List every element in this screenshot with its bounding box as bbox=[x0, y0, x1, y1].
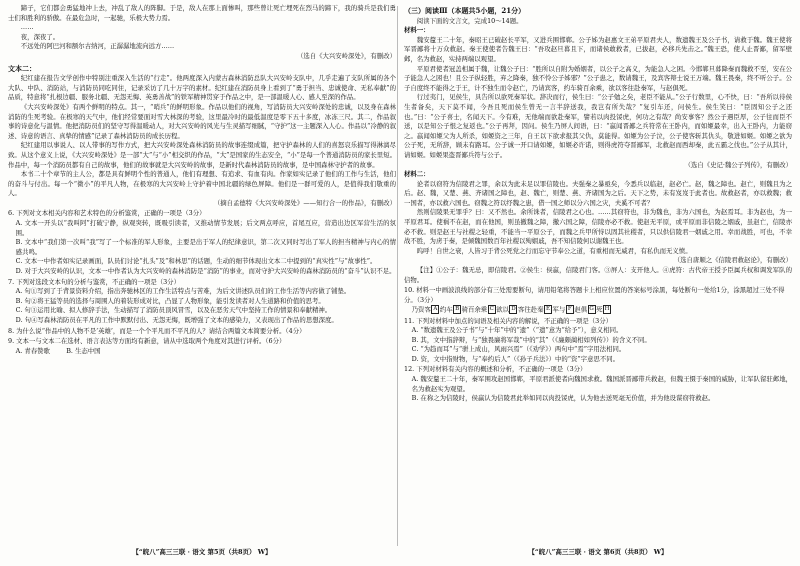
q10-segment: 约车 bbox=[439, 305, 453, 314]
q12-option-b: B. 在称之为信陵时，侯赢认为信陵君此举如同以肉投馁虎，认为他去送死毫无价值，并为他设谋窃符救赵。 bbox=[411, 394, 715, 403]
material2-title: 材料二： bbox=[404, 170, 430, 179]
q10-segment: 军与 bbox=[552, 305, 566, 314]
page-right bbox=[404, 4, 792, 552]
q10-mark-e[interactable]: E bbox=[546, 306, 551, 313]
q7-option-a: A. 句①写到了于背景资料介绍，指出奔驰林区的工作生活特点与苦难，为后文讲述队员们的工作生活等内容做了铺垫。 bbox=[15, 287, 351, 296]
material1-source: （选自《史记·魏公子列传》，有删改） bbox=[684, 160, 792, 169]
question-9: 9. 文本一与文本二在选材、语言表达等方面均有新意，请从中选取两个角度对其进行评析。（6分） bbox=[8, 337, 286, 346]
q10-mark-g[interactable]: G bbox=[589, 306, 594, 313]
ellipsis-line: …… bbox=[20, 23, 34, 32]
text1-source: （选自《大兴安岭深处》，有删改） bbox=[296, 51, 396, 60]
question-8: 8. 为什么说“作品中的人物不是‘英雄’，而是一个个平凡而不平凡的人？请结合两篇文本简要分析。（4分） bbox=[8, 326, 306, 335]
q10-mark-b[interactable]: B bbox=[455, 306, 460, 313]
q7-option-b: B. 句②将王猛等员的选择与周围人的着装形成对比，凸显了人物形象，能引发读者对人生道路和价值的思考。 bbox=[15, 296, 325, 305]
page-footer-right: 【“皖八”高三三联 · 语文 第6页（共8页） W】 bbox=[528, 548, 668, 556]
q7-option-d: D. 句④写森林消防员在平凡的工作中默默付出、无怨无悔，既增强了文本的感染力，又表现出了作品的思想深度。 bbox=[15, 316, 338, 324]
q6-option-c: C. 文本一中作者如实记录画面，队员们讨论“扎头”及“和林思”的话题，生动的细节体现出文本二中提到的“真实性”与“故事性”。 bbox=[15, 257, 377, 266]
question-10: 10. 材料一中画波浪线的部分有三处需要断句，请用铅笔将答题卡上相应位置的答案标号涂黑，每处断句一处给1分，涂黑超过三处不得分。（3分） bbox=[404, 286, 785, 304]
q11-option-a: A. “数遗魏王及公子书”与“十年”中的“遗”（“遗”意为“给予”），意义相同。 bbox=[411, 326, 623, 335]
question-6: 6. 下列对文本相关内容和艺术特色的分析鉴赏，正确的一项是（3分） bbox=[8, 209, 206, 218]
reading-intro: 阅读下面的文言文，完成10～14题。 bbox=[416, 16, 523, 25]
text2-title: 文本二： bbox=[8, 63, 36, 73]
q10-segment: 欲以 bbox=[496, 305, 509, 314]
q11-option-d: D. 资，文中指财物，与“奉约后人”（《孙子兵法》）中的“资”字意思不同。 bbox=[411, 354, 620, 363]
q9-option-b: B. 生态中国 bbox=[66, 346, 101, 355]
river-line: 不远处的阿巴河和额尔古纳河，正潺潺地流向远方…… bbox=[20, 42, 175, 51]
q10-mark-d[interactable]: D bbox=[511, 306, 516, 313]
text2-paragraph: 纪红建用以事说人、以人带事的写作方式，把大兴安岭深处森林消防员的故事连缀成篇，把守护森林的人们的喜怒哀乐描写得淋漓尽致。从这个意义上说，《大兴安岭深处》是一部“大”与“小”相交织的作品，“大”是国家的生态安全，“小”是每一个普通消防员的家长里短。作品中，每一个消防员都有自己的故事，他们的故事就是大兴安岭的故事，是新时代森林消防员的故事，是中国森林守护者的故事。 bbox=[8, 141, 396, 169]
material2-paragraph: 呜呼！自世之衰，人皆习于背公死党之行而忘守节奉公之道，有重相而无威君，有私仇而无义愤。 bbox=[416, 246, 692, 255]
q10-segment: 死 bbox=[596, 305, 603, 314]
q10-segment: 骑百余乘 bbox=[461, 305, 488, 314]
text2-paragraph: 《大兴安岭深处》有两个鲜明的特点。其一，“哨兵”的鲜明形象。作品以他们的视角，写消防员大兴安岭深处的忠诚，以及身在森林消防的生死考验。在极寒的天气中，他们经常要面对雪大林深的考验，这里最冷时的最低温度是零下五十多度，冰冻三尺。其二，作品叙事的诗意化与温情。他把消防员们的坚守写得温暖动人，对大兴安岭的风光与生灵描写细腻，“守护”这一主题深入人心。作品以“冷静的叙述、诗意的语言、真挚的情感”记录了森林消防员的成长历程。 bbox=[8, 102, 396, 140]
text1-ending: 蹄子，它们都会勇猛地冲上去，冲乱了敌人的阵脚。于是，敌人在那上面惨叫，那些曾让死亡埋死在烈马的蹄下，我的骑兵是我们勇士们和胜利的骄傲。在最危急时，一起驰，乐极大势力焉。 bbox=[8, 4, 396, 22]
night-line: 夜，深夜了。 bbox=[20, 32, 60, 41]
q10-mark-h[interactable]: H bbox=[604, 306, 610, 313]
material1-paragraph: 平原君使者冠盖相属于魏，让魏公子曰：“胜所以自附为婚姻者，以公子之高义，为能急人之困。今邯郸旦暮降秦而魏救不至，安在公子能急人之困也！且公子纵轻胜，弃之降秦，独不怜公子姊邪？”公子患之，数请魏王，及宾客辩士说王万端。魏王畏秦，终不听公子。公子自度终不能得之于王，计不独生而令赵亡，乃请宾客，约车骑百余乘，欲以客往赴秦军，与赵俱死。 bbox=[404, 64, 792, 92]
material2-paragraph: 然则信陵果无罪乎？曰：又不然也。余所诛者，信陵君之心也。……其窃符也，非为魏也，非为六国也，为赵焉耳。非为赵也，为一平原君耳。使祸不在赵，而在他国，则虽撤魏之障，撤六国之障，信陵亦必不救。使赵无平原，或平原而非信陵之姻戚，虽赵亡，信陵亦必不救。则是赵王与社稷之轻重，不能当一平原公子，而魏之兵甲所恃以固其社稷者，只以供信陵君一姻戚之用。幸而战胜，可也，不幸战不胜，为虏于秦，是倾魏国数百年社稷以殉姻戚，吾不知信陵何以谢魏王也。 bbox=[404, 208, 792, 246]
text2-paragraph: 纪红建在报告文学创作中特别注重深入生活的“行走”。他两度深入内蒙古森林消防总队大兴安岭支队中，几乎走遍了支队所属的各个大队、中队、消防站，与消防员同吃同住，记录采访了几十万字的素材。纪红建在消防员身上看到了“勇于担当、忠诚使命、无私奉献”的品质，特意将“扎根边疆、服务北疆、无怨无悔、英勇善战”的铁军精神贯穿于作品之中，是一部温暖人心、感人至深的作品。 bbox=[8, 74, 396, 102]
q10-segment: 客往赴秦 bbox=[517, 305, 544, 314]
q11-option-c: C. “为趋而耳”与“骈上成山，风雨兴焉”（《劝学》）两句中“焉”字用法相同。 bbox=[411, 345, 626, 354]
q9-options bbox=[8, 347, 396, 357]
q10-segment: 乃资客 bbox=[411, 305, 431, 314]
material1-paragraph: 行过夷门，见侯生，具告所以欲死秦军状。辞决而行，侯生曰：“公子勉之矣，老臣不能从。”公子行数里，心不快，曰：“吾所以待侯生者备矣，天下莫不闻，今吾且死而侯生曾无一言半辞送我，我岂有所失哉？”复引车还，问侯生。侯生笑曰：“臣固知公子之还也。”曰：“公子喜士，名闻天下。今有难，无他端而欲赴秦军，譬若以肉投馁虎，何功之有哉？尚安事客？然公子遇臣厚，公子往而臣不送，以是知公子恨之复返也。”公子再拜，因问。侯生乃屏人间语，曰：“嬴闻晋鄙之兵符常在王卧内，而如姬最幸，出入王卧内，力能窃之。嬴闻如姬父为人所杀，如姬资之三年，自王以下欲求报其父仇，莫能得。如姬为公子泣，公子使客斩其仇头，敬进如姬。如姬之欲为公子死，无所辞，顾未有路耳。公子诚一开口请如姬，如姬必许诺，则得虎符夺晋鄙军，北救赵而西却秦，此五霸之伐也。”公子从其计，请如姬。如姬果盗晋鄙兵符与公子。 bbox=[404, 93, 792, 159]
material2-source: （选自唐顺之《信陵君救赵论》，有删改） bbox=[673, 256, 792, 265]
q10-mark-f[interactable]: F bbox=[566, 305, 574, 314]
q6-option-d: D. 对于大兴安岭的认识，文本一中作者认为大兴安岭的森林消防是“消防”的事业，而对守护大兴安岭的森林消防员的“奋斗”认识不足。 bbox=[15, 267, 396, 276]
material1-title: 材料一： bbox=[404, 26, 430, 35]
text2-source: （摘自孟德特《大兴安岭深处》——知行合一的作品》，有删改） bbox=[213, 198, 396, 207]
material2-paragraph: 论者以窃符为信陵君之罪，余以为此未足以罪信陵也。夫强秦之暴亟矣，今悉兵以临赵，赵必亡。赵，魏之障也。赵亡，则魏且为之后。赵、魏，又楚、燕、齐诸国之障也，赵、魏亡，则楚、燕、齐诸国为之后。天下之势，未有岌岌于此者也。故救赵者，亦以救魏；救一国者，亦以救六国也。窃魏之符以纾魏之患，借一国之师以分六国之灾，夫奚不可者？ bbox=[404, 179, 792, 207]
page-divider bbox=[397, 6, 398, 546]
question-7: 7. 下列对选段文本句的分析与鉴赏，不正确的一项是（3分） bbox=[8, 277, 180, 286]
annotation-note: 【注】①公子：魏无忌，即信陵君。②侯生：侯嬴，信陵君门客。③屏人：支开他人。④虎符：古代帝王授予臣属兵权和调发军队的信物。 bbox=[404, 266, 792, 284]
q7-option-c: C. 句③运用比喻、拟人修辞手法，生动描写了消防员顶风冒雪，以及在恶劣天气中坚持工作的情景和奉献精神。 bbox=[15, 306, 332, 315]
q10-mark-c[interactable]: C bbox=[489, 306, 494, 313]
q10-segment: 赵俱 bbox=[574, 305, 588, 314]
q9-option-a: A. 青春赞歌 bbox=[15, 346, 50, 355]
page-left bbox=[8, 4, 396, 552]
text2-paragraph: 本书二十个章节的主人公，都是具有鲜明个性的普通人，他们有理想、有追求、有血有肉。作家如实记录了他们的工作与生活，他们的奋斗与付出。每一个“微小”的平凡人物，在极寒的大兴安岭上守护着中国北疆的绿色屏障。他们是一群可爱的人，是值得我们敬重的人。 bbox=[8, 170, 396, 198]
material1-paragraph: 魏安釐王二十年，秦昭王已破赵长平军，又进兵围邯郸。公子姊为赵惠文王弟平原君夫人，数遗魏王及公子书，请救于魏。魏王使将军晋鄙将十万众救赵。秦王使使者告魏王曰：“吾攻赵旦暮且下，而诸侯敢救者，已拔赵，必移兵先击之。”魏王恐，使人止晋鄙，留军壁邺，名为救赵，实持两端以观望。 bbox=[404, 35, 792, 63]
q10-sequence bbox=[404, 305, 792, 315]
q6-option-b: B. 文本中“我们第一次叫“我”写了一个标准的军人形象，主要是出于军人的纪律意识，第二次又同时写出了军人的担当精神与内心的情感共鸣。 bbox=[15, 238, 396, 256]
q10-mark-a[interactable]: A bbox=[431, 305, 439, 314]
q6-option-a: A. 文本一开头以“我叫阿”打破宁静，纵观突转，既吸引读者，又推动情节发展；后文两点呼应，首尾互应，营造出边区军营生活的氛围。 bbox=[15, 219, 396, 237]
question-11: 11. 下列对材料中加点的词语及相关内容的解说，不正确的一项是（3分） bbox=[404, 316, 612, 325]
page-footer-left: 【“皖八”高三三联 · 语文 第5页（共8页） W】 bbox=[132, 548, 272, 556]
q11-option-b: B. 其，文中指辞辩，与“独畏廉将军哉”中的“其”（《廉颇蔺相如列传》）的含义不同。 bbox=[411, 335, 651, 344]
question-12: 12. 下列对材料有关内容的概述和分析，不正确的一项是（3分） bbox=[404, 365, 587, 374]
q12-option-a: A. 魏安釐王二十年，秦军围攻赵国邯郸，平原君派使者向魏国求救。魏国派晋鄙带兵救赵，但魏王慑于秦国的威胁，让军队留驻邺地，名为救赵实为观望。 bbox=[411, 375, 792, 393]
section-title: （三）阅读Ⅲ（本题共5小题，21分） bbox=[404, 6, 526, 15]
